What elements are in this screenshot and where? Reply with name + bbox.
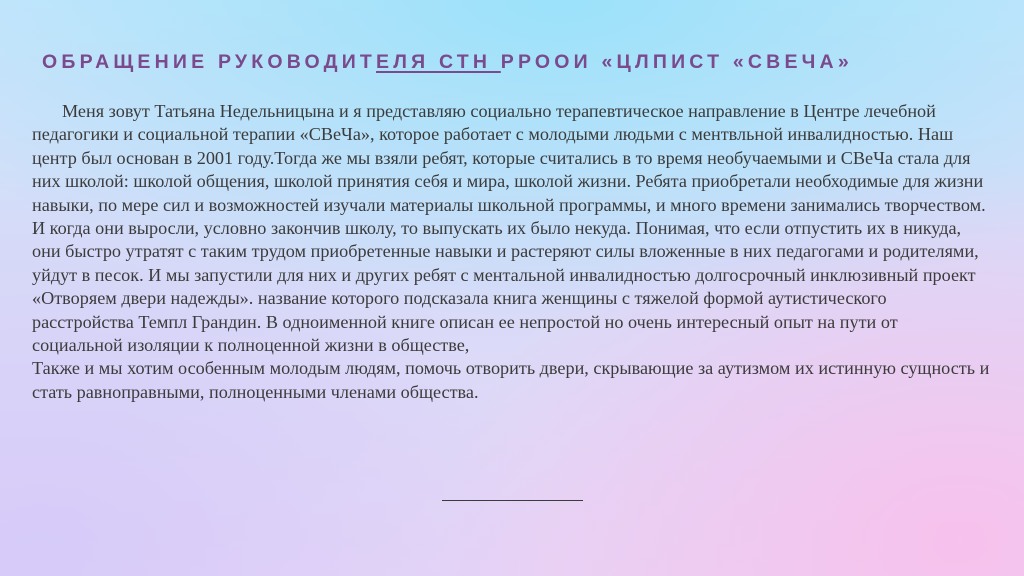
body-paragraph-1: Меня зовут Татьяна Недельницына и я представляю социально терапевтическое направление в Центре лечебной педагогики и социальной терапии «СВеЧа», которое работает с молодыми людьми с ментвльной инвалидностью. Наш центр был основан в 2001 году.Тогда же мы взяли ребят, которые считались в то время необучаемыми и СВеЧа стала для них школой: школой общения, школой принятия себя и мира, школой жизни. Ребята приобретали необходимые для жизни навыки, по мере сил и возможностей изучали материалы школьной программы, и много времени занимались творчеством. И когда они выросли, условно закончив школу, то выпускать их было некуда. Понимая, что если отпустить их в никуда, они быстро утратят с таким трудом приобретенные навыки и растеряют силы вложенные в них педагогами и родителями, уйдут в песок. И мы запустили для них и других ребят с ментальной инвалидностью долгосрочный инклюзивный проект «Отворяем двери надежды». название которого подсказала книга женщины с тяжелой формой аутистического расстройства Темпл Грандин. В одноименной книге описан ее непростой но очень интересный опыт на пути от социальной изоляции к полноценной жизни в обществе, — [32, 101, 986, 356]
title-part-1: ОБРАЩЕНИЕ РУКОВОДИТ — [42, 51, 377, 73]
title-part-2-underlined: ЕЛЯ СТН — [376, 51, 501, 73]
body-paragraph-2: Также и мы хотим особенным молодым людям, помочь отворить двери, скрывающие за аутизмом их истинную сущность и стать равноправными, полноценными членами общества. — [32, 358, 990, 402]
slide-title — [42, 50, 1002, 74]
horizontal-rule — [442, 500, 583, 501]
title-part-3: РРООИ «ЦЛПИСТ «СВЕЧА» — [500, 51, 853, 73]
slide-body — [32, 100, 992, 404]
